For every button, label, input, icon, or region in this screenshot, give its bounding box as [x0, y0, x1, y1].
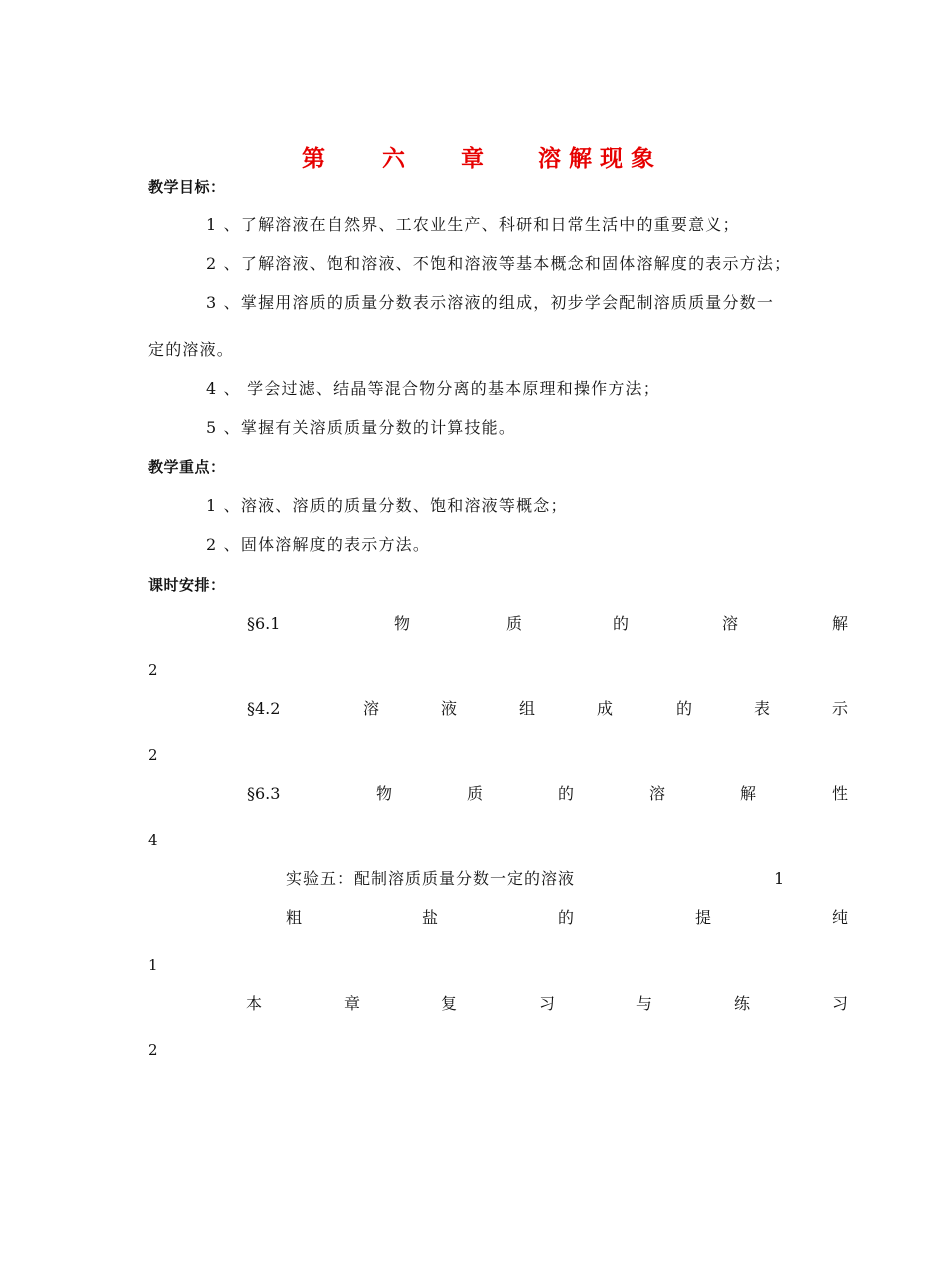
schedule-hours: 2 [148, 661, 158, 679]
key-point-item: 2 、固体溶解度的表示方法。 [206, 535, 431, 554]
key-point-item: 1 、溶液、溶质的质量分数、饱和溶液等概念； [206, 496, 568, 515]
schedule-heading: 课时安排： [148, 576, 226, 594]
objective-item: 1 、了解溶液在自然界、工农业生产、科研和日常生活中的重要意义； [206, 215, 740, 234]
schedule-row [0, 783, 950, 805]
objective-item: 3 、掌握用溶质的质量分数表示溶液的组成，初步学会配制溶质质量分数一 [206, 293, 775, 312]
schedule-cell: 章 [344, 994, 361, 1013]
schedule-cell: §6.3 [247, 784, 281, 803]
schedule-hours: 4 [148, 831, 158, 849]
schedule-cell: 解 [832, 614, 849, 633]
schedule-row [0, 868, 950, 890]
objectives-heading: 教学目标： [148, 178, 226, 196]
schedule-cell: 盐 [422, 908, 439, 927]
objective-item: 4 、 学会过滤、结晶等混合物分离的基本原理和操作方法； [206, 379, 660, 398]
schedule-cell: 溶 [722, 614, 739, 633]
schedule-cell: 组 [519, 699, 536, 718]
schedule-cell: 质 [506, 614, 523, 633]
schedule-cell: 纯 [832, 908, 849, 927]
title-char-2: 六 [382, 146, 405, 172]
schedule-cell: 成 [597, 699, 614, 718]
schedule-cell: 粗 [286, 908, 303, 927]
schedule-cell: 性 [832, 784, 849, 803]
schedule-cell: 的 [558, 908, 575, 927]
schedule-cell: 质 [467, 784, 484, 803]
schedule-cell: 表 [754, 699, 771, 718]
schedule-cell: 的 [676, 699, 693, 718]
schedule-hours: 2 [148, 1041, 158, 1059]
title-char-3: 章 [461, 146, 484, 172]
schedule-hours: 1 [148, 956, 158, 974]
schedule-hours: 2 [148, 746, 158, 764]
schedule-cell: 实验五：配制溶质质量分数一定的溶液 [286, 869, 576, 888]
schedule-cell: 与 [636, 994, 653, 1013]
objective-item-continuation: 定的溶液。 [148, 340, 235, 359]
schedule-cell: 示 [832, 699, 849, 718]
schedule-cell: §4.2 [247, 699, 281, 718]
schedule-cell: 习 [539, 994, 556, 1013]
schedule-cell: 物 [394, 614, 411, 633]
schedule-cell: 1 [774, 869, 785, 888]
chapter-title [0, 144, 950, 174]
schedule-cell: §6.1 [247, 614, 281, 633]
schedule-cell: 物 [376, 784, 393, 803]
objective-item: 2 、了解溶液、饱和溶液、不饱和溶液等基本概念和固体溶解度的表示方法； [206, 254, 792, 273]
schedule-row [0, 698, 950, 720]
schedule-row [0, 993, 950, 1015]
schedule-row [0, 907, 950, 929]
schedule-cell: 解 [740, 784, 757, 803]
title-chars-4: 溶 解 现 象 [538, 146, 655, 172]
objective-item: 5 、掌握有关溶质质量分数的计算技能。 [206, 418, 517, 437]
title-char-1: 第 [302, 146, 325, 172]
schedule-cell: 练 [734, 994, 751, 1013]
schedule-cell: 复 [441, 994, 458, 1013]
schedule-row [0, 613, 950, 635]
schedule-cell: 本 [246, 994, 263, 1013]
schedule-cell: 液 [441, 699, 458, 718]
schedule-cell: 溶 [363, 699, 380, 718]
schedule-cell: 习 [832, 994, 849, 1013]
schedule-cell: 的 [613, 614, 630, 633]
schedule-cell: 提 [695, 908, 712, 927]
schedule-cell: 的 [558, 784, 575, 803]
schedule-cell: 溶 [649, 784, 666, 803]
key-points-heading: 教学重点： [148, 458, 226, 476]
